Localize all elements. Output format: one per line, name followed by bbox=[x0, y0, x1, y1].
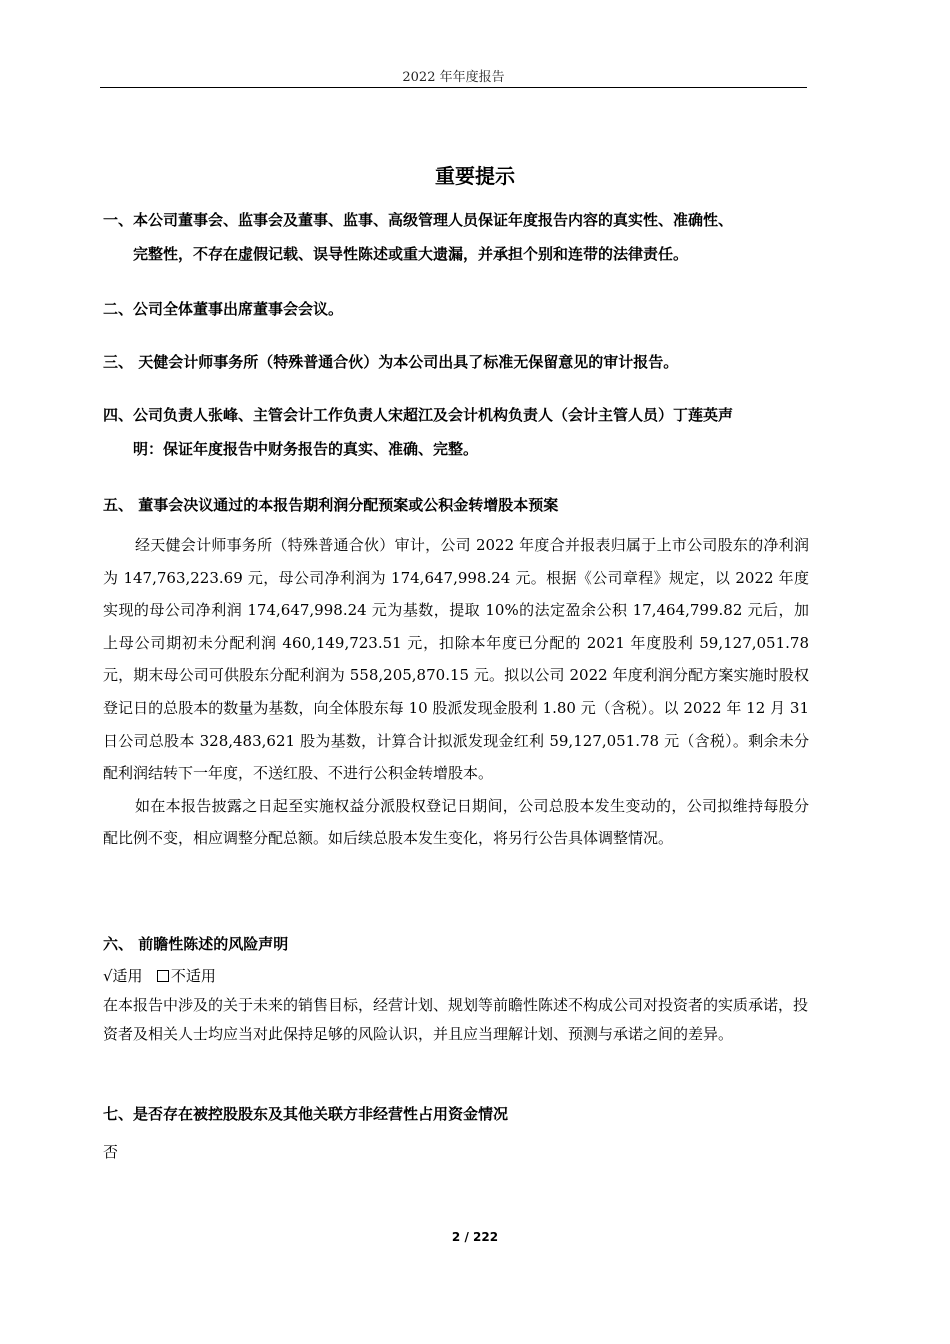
item-3-text: 三、 天健会计师事务所（特殊普通合伙）为本公司出具了标准无保留意见的审计报告。 bbox=[103, 353, 679, 371]
item-5-paragraph-1: 经天健会计师事务所（特殊普通合伙）审计，公司 2022 年度合并报表归属于上市公司股东的净利润为 147,763,223.69 元，母公司净利润为 174,647,998.24 元。根据《公司章程》规定，以 2022 年度实现的母公司净利润 174,647,998.24 元为基数，提取 10%的法定盈余公积 17,464,799.82 元后，加上母公司期初未分配利润 460,149,723.51 元，扣除本年度已分配的 2021 年度股利 59,127,051.78 元，期末母公司可供股东分配利润为 558,205,870.15 元。拟以公司 2022 年度利润分配方案实施时股权登记日的总股本的数量为基数，向全体股东每 10 股派发现金股利 1.80 元（含税）。以 2022 年 12 月 31 日公司总股本 328,483,621 股为基数，计算合计拟派发现金红利 59,127,051.78 元（含税）。剩余未分配利润结转下一年度，不送红股、不进行公积金转增股本。 bbox=[103, 536, 809, 783]
item-6-body bbox=[103, 991, 809, 1049]
item-2 bbox=[103, 292, 809, 326]
header-divider bbox=[100, 87, 807, 88]
item-7-answer-text: 否 bbox=[103, 1143, 119, 1161]
page-number: 2 / 222 bbox=[451, 1230, 499, 1244]
item-2-text: 二、公司全体董事出席董事会会议。 bbox=[103, 300, 344, 318]
item-6-heading-text: 六、 前瞻性陈述的风险声明 bbox=[103, 935, 289, 953]
applicable-check: √适用 bbox=[103, 967, 143, 985]
item-7-heading bbox=[103, 1097, 809, 1131]
item-6-heading bbox=[103, 927, 809, 961]
item-1-line-1: 一、本公司董事会、监事会及董事、监事、高级管理人员保证年度报告内容的真实性、准确性、 bbox=[103, 211, 734, 229]
item-4-line-2: 明：保证年度报告中财务报告的真实、准确、完整。 bbox=[133, 440, 479, 458]
item-7-answer bbox=[103, 1138, 809, 1167]
page-title: 重要提示 bbox=[435, 164, 515, 188]
item-5-heading bbox=[103, 488, 809, 522]
item-3 bbox=[103, 345, 809, 379]
item-5-paragraph-2: 如在本报告披露之日起至实施权益分派股权登记日期间，公司总股本发生变动的，公司拟维持每股分配比例不变，相应调整分配总额。如后续总股本发生变化，将另行公告具体调整情况。 bbox=[103, 796, 809, 848]
item-6-paragraph: 在本报告中涉及的关于未来的销售目标，经营计划、规划等前瞻性陈述不构成公司对投资者的实质承诺，投资者及相关人士均应当对此保持足够的风险认识，并且应当理解计划、预测与承诺之间的差异。 bbox=[103, 996, 809, 1043]
page-header: 2022 年年度报告 bbox=[402, 70, 505, 85]
item-7-heading-text: 七、是否存在被控股股东及其他关联方非经营性占用资金情况 bbox=[103, 1105, 509, 1123]
item-1 bbox=[103, 203, 809, 271]
item-5-heading-text: 五、 董事会决议通过的本报告期利润分配预案或公积金转增股本预案 bbox=[103, 496, 559, 514]
not-applicable-label: 不适用 bbox=[170, 967, 216, 985]
item-5-body bbox=[103, 529, 809, 855]
checkbox-icon bbox=[157, 970, 169, 982]
item-1-line-2: 完整性，不存在虚假记载、误导性陈述或重大遗漏，并承担个别和连带的法律责任。 bbox=[133, 245, 689, 263]
item-6-applicability bbox=[103, 962, 809, 991]
item-4-line-1: 四、公司负责人张峰、主管会计工作负责人宋超江及会计机构负责人（会计主管人员）丁莲英声 bbox=[103, 406, 734, 424]
item-4 bbox=[103, 398, 809, 466]
